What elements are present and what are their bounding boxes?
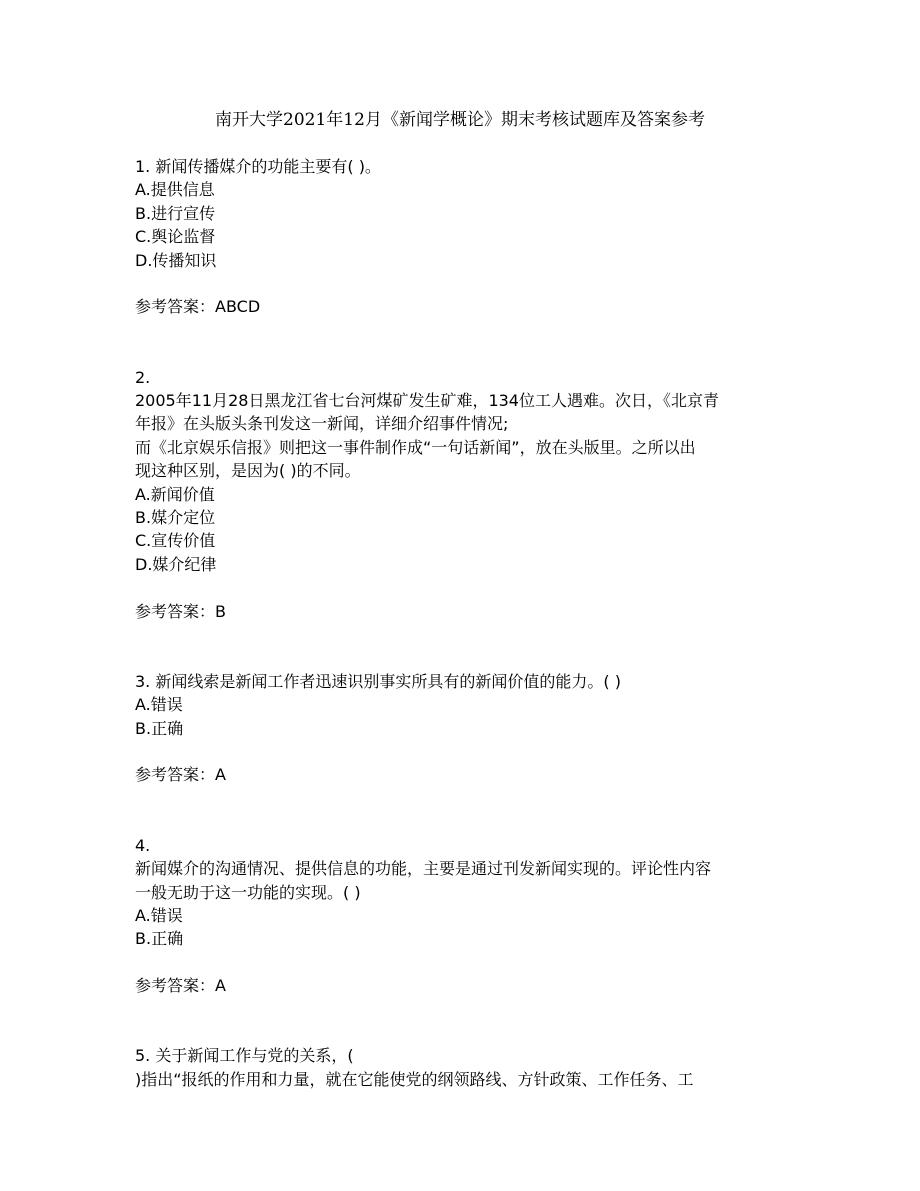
- option-b: B.正确: [135, 718, 184, 738]
- question-2: [135, 366, 795, 623]
- option-b: B.媒介定位: [135, 508, 216, 528]
- answer-label: 参考答案：: [135, 297, 216, 317]
- answer-value: A: [215, 976, 226, 996]
- question-number: 4.: [135, 835, 151, 855]
- answer-value: ABCD: [215, 297, 261, 317]
- answer-line: [135, 763, 795, 786]
- question-3: [135, 670, 795, 787]
- question-number: 5.: [135, 1046, 151, 1066]
- question-list: [135, 155, 795, 1091]
- option-b: B.正确: [135, 929, 184, 949]
- answer-line: [135, 974, 795, 997]
- question-stem-line: 年报》在头版头条刊发这一新闻，详细介绍事件情况;: [135, 414, 509, 434]
- question-number: 1.: [135, 157, 151, 176]
- question-number: 2.: [135, 367, 151, 387]
- question-1: [135, 155, 795, 319]
- option-d: D.媒介纪律: [135, 554, 217, 574]
- option-a: A.提供信息: [135, 180, 215, 200]
- question-stem-line: 而《北京娱乐信报》则把这一事件制作成“一句话新闻”，放在头版里。之所以出: [135, 437, 696, 457]
- answer-label: 参考答案：: [135, 765, 216, 785]
- answer-line: [135, 600, 795, 623]
- option-d: D.传播知识: [135, 250, 217, 270]
- question-number: 3.: [135, 671, 151, 691]
- document-title: 南开大学2021年12月《新闻学概论》期末考核试题库及答案参考: [215, 110, 705, 130]
- answer-label: 参考答案：: [135, 601, 216, 621]
- option-a: A.错误: [135, 695, 183, 715]
- question-stem: 新闻传播媒介的功能主要有( )。: [155, 157, 381, 176]
- option-c: C.宣传价值: [135, 531, 216, 551]
- question-4: [135, 834, 795, 998]
- answer-value: A: [215, 765, 226, 785]
- option-b: B.进行宣传: [135, 203, 216, 223]
- question-5: [135, 1044, 795, 1091]
- option-a: A.错误: [135, 905, 183, 925]
- question-stem-line: 2005年11月28日黑龙江省七台河煤矿发生矿难，134位工人遇难。次日，《北京青: [135, 391, 719, 411]
- option-a: A.新闻价值: [135, 484, 215, 504]
- question-stem-line: 新闻媒介的沟通情况、提供信息的功能，主要是通过刊发新闻实现的。评论性内容: [135, 859, 712, 879]
- answer-value: B: [215, 601, 226, 621]
- question-stem-line: 现这种区别，是因为( )的不同。: [135, 461, 361, 481]
- question-stem: 关于新闻工作与党的关系，(: [155, 1046, 354, 1066]
- question-stem-line: 一般无助于这一功能的实现。( ): [135, 882, 361, 902]
- question-stem-line: )指出“报纸的作用和力量，就在它能使党的纲领路线、方针政策、工作任务、工: [135, 1069, 694, 1089]
- question-stem: 新闻线索是新闻工作者迅速识别事实所具有的新闻价值的能力。( ): [155, 671, 621, 691]
- answer-line: [135, 295, 795, 318]
- answer-label: 参考答案：: [135, 976, 216, 996]
- option-c: C.舆论监督: [135, 227, 216, 247]
